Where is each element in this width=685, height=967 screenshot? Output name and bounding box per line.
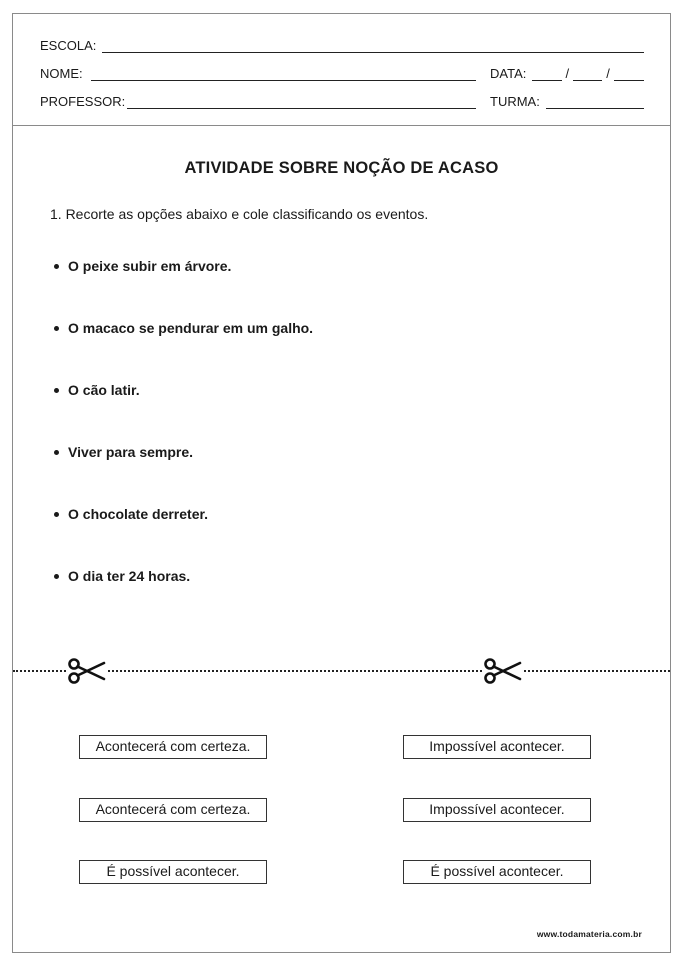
worksheet [12, 13, 671, 953]
list-item: O macaco se pendurar em um galho. [53, 319, 313, 381]
scissors-icon [67, 656, 107, 686]
list-item: O cão latir. [53, 381, 313, 443]
name-row [40, 61, 644, 81]
class-label: TURMA: [490, 94, 540, 109]
school-row [40, 33, 644, 53]
date-separator-2: / [606, 66, 610, 81]
cut-line [13, 670, 670, 672]
date-label: DATA: [490, 66, 527, 81]
option-card[interactable]: Acontecerá com certeza. [79, 735, 267, 759]
teacher-field[interactable] [40, 89, 476, 109]
option-card[interactable]: Impossível acontecer. [403, 798, 591, 822]
school-line[interactable] [102, 39, 644, 53]
option-card[interactable]: Impossível acontecer. [403, 735, 591, 759]
scissors-icon [483, 656, 523, 686]
list-item: Viver para sempre. [53, 443, 313, 505]
class-field[interactable] [490, 89, 644, 109]
list-item: O chocolate derreter. [53, 505, 313, 567]
date-field[interactable] [490, 61, 644, 81]
teacher-line[interactable] [127, 95, 476, 109]
option-card[interactable]: Acontecerá com certeza. [79, 798, 267, 822]
header-form [13, 14, 670, 126]
name-field[interactable] [40, 61, 476, 81]
school-field[interactable] [40, 33, 644, 53]
instruction-text: 1. Recorte as opções abaixo e cole classificando os eventos. [50, 206, 429, 222]
footer-url: www.todamateria.com.br [536, 929, 642, 939]
name-line[interactable] [91, 67, 476, 81]
option-card[interactable]: É possível acontecer. [79, 860, 267, 884]
date-separator-1: / [565, 66, 570, 81]
list-item: O peixe subir em árvore. [53, 257, 313, 319]
date-day-line[interactable] [532, 67, 561, 81]
teacher-label: PROFESSOR: [40, 94, 126, 109]
page-title: ATIVIDADE SOBRE NOÇÃO DE ACASO [184, 159, 499, 177]
name-label: NOME: [40, 66, 83, 81]
school-label: ESCOLA: [40, 38, 97, 53]
event-list [53, 257, 313, 629]
class-line[interactable] [546, 95, 644, 109]
date-month-line[interactable] [573, 67, 602, 81]
teacher-row [40, 89, 644, 109]
date-year-line[interactable] [614, 67, 644, 81]
option-card[interactable]: É possível acontecer. [403, 860, 591, 884]
list-item: O dia ter 24 horas. [53, 567, 313, 629]
